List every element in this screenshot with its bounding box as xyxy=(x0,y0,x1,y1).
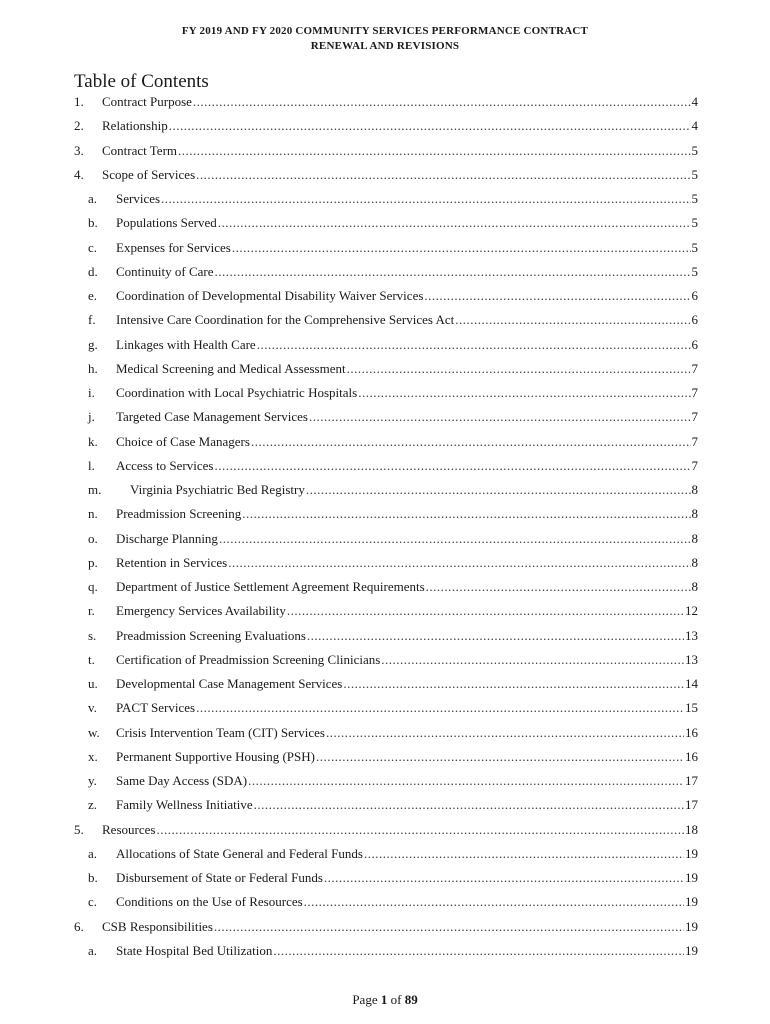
toc-entry-marker: 1. xyxy=(74,94,84,109)
page-footer xyxy=(0,992,770,1008)
toc-dot-leader xyxy=(169,118,691,134)
toc-entry-marker: h. xyxy=(88,360,98,376)
toc-dot-leader xyxy=(215,264,691,280)
toc-entry-label[interactable]: Resources xyxy=(102,821,156,837)
toc-entry-label[interactable]: Scope of Services xyxy=(102,166,196,182)
toc-entry-marker: p. xyxy=(88,554,98,570)
toc-entry-label[interactable]: Department of Justice Settlement Agreement Requirements xyxy=(116,579,425,594)
toc-entry-label[interactable]: Access to Services xyxy=(116,457,214,473)
toc-entry[interactable] xyxy=(88,215,698,231)
toc-dot-leader xyxy=(424,288,690,304)
toc-entry[interactable] xyxy=(74,118,698,134)
toc-entry-page[interactable]: 16 xyxy=(685,724,698,740)
toc-entry-marker: c. xyxy=(88,894,98,910)
toc-entry[interactable] xyxy=(88,603,698,619)
toc-entry-label[interactable]: Targeted Case Management Services xyxy=(116,409,308,425)
toc-entry-page[interactable]: 12 xyxy=(685,603,698,619)
toc-entry-marker: l. xyxy=(88,457,95,473)
toc-entry-label[interactable]: Discharge Planning xyxy=(116,530,218,546)
toc-entry[interactable] xyxy=(88,943,698,959)
toc-entry-page[interactable]: 7 xyxy=(691,409,698,425)
toc-entry-label[interactable]: CSB Responsibilities xyxy=(102,918,213,934)
toc-entry[interactable] xyxy=(74,919,698,935)
toc-dot-leader xyxy=(242,506,690,522)
toc-entry[interactable] xyxy=(88,579,698,595)
toc-entry-page[interactable]: 5 xyxy=(691,166,698,182)
toc-entry-marker: w. xyxy=(88,724,100,740)
toc-entry-page[interactable]: 8 xyxy=(691,530,698,546)
toc-entry-page[interactable]: 5 xyxy=(691,239,698,255)
toc-entry-page[interactable]: 19 xyxy=(685,870,698,885)
footer-middle: of xyxy=(387,992,405,1007)
toc-entry-page[interactable]: 8 xyxy=(691,579,698,594)
toc-entry-label[interactable]: Preadmission Screening xyxy=(116,506,242,522)
toc-entry-marker: o. xyxy=(88,530,98,546)
toc-entry-label[interactable]: Family Wellness Initiative xyxy=(116,797,253,813)
toc-entry[interactable] xyxy=(88,458,698,474)
toc-entry-page[interactable]: 7 xyxy=(691,433,698,449)
toc-dot-leader xyxy=(196,167,690,183)
toc-entry[interactable] xyxy=(74,167,698,183)
toc-entry-marker: d. xyxy=(88,263,98,279)
toc-dot-leader xyxy=(287,603,684,619)
toc-entry[interactable] xyxy=(88,531,698,547)
toc-dot-leader xyxy=(304,894,684,910)
toc-entry-page[interactable]: 6 xyxy=(691,336,698,352)
toc-entry[interactable] xyxy=(88,337,698,353)
toc-dot-leader xyxy=(273,943,684,959)
toc-entry-label[interactable]: Intensive Care Coordination for the Comprehensive Services Act xyxy=(116,312,455,328)
toc-entry-marker: z. xyxy=(88,797,98,813)
toc-entry-marker: b. xyxy=(88,870,98,885)
toc-entry-label[interactable]: Continuity of Care xyxy=(116,263,214,279)
toc-dot-leader xyxy=(232,240,691,256)
toc-entry[interactable] xyxy=(88,409,698,425)
toc-entry-marker: q. xyxy=(88,579,98,594)
toc-entry-page[interactable]: 19 xyxy=(685,845,698,861)
toc-dot-leader xyxy=(364,846,684,862)
toc-entry[interactable] xyxy=(74,94,698,110)
toc-entry-page[interactable]: 6 xyxy=(691,288,698,303)
toc-entry-marker: r. xyxy=(88,603,95,619)
toc-entry-label[interactable]: Developmental Case Management Services xyxy=(116,676,343,691)
toc-dot-leader xyxy=(214,458,690,474)
toc-entry-page[interactable]: 8 xyxy=(691,482,698,497)
toc-dot-leader xyxy=(178,143,690,159)
toc-dot-leader xyxy=(156,822,684,838)
toc-entry[interactable] xyxy=(88,191,698,207)
toc-entry-marker: t. xyxy=(88,651,95,667)
toc-entry-page[interactable]: 4 xyxy=(691,118,698,134)
toc-entry-label[interactable]: Conditions on the Use of Resources xyxy=(116,894,303,910)
toc-dot-leader xyxy=(347,361,691,377)
toc-dot-leader xyxy=(228,555,690,571)
toc-dot-leader xyxy=(309,409,691,425)
toc-entry-page[interactable]: 17 xyxy=(685,773,698,788)
toc-entry-label[interactable]: Linkages with Health Care xyxy=(116,336,256,352)
toc-entry-page[interactable]: 5 xyxy=(691,215,698,231)
toc-entry-page[interactable]: 18 xyxy=(685,821,698,837)
toc-entry-label[interactable]: Preadmission Screening Evaluations xyxy=(116,627,306,643)
toc-entry-marker: 5. xyxy=(74,821,84,837)
toc-dot-leader xyxy=(343,676,684,692)
toc-dot-leader xyxy=(248,773,684,789)
toc-entry-marker: 2. xyxy=(74,118,84,134)
toc-entry-marker: e. xyxy=(88,288,98,303)
toc-entry-marker: 3. xyxy=(74,142,84,158)
footer-total-pages: 89 xyxy=(404,992,418,1007)
toc-entry-label[interactable]: State Hospital Bed Utilization xyxy=(116,942,273,958)
toc-entry-marker: m. xyxy=(88,482,102,497)
toc-entry-marker: c. xyxy=(88,239,98,255)
toc-entry-page[interactable]: 19 xyxy=(685,918,698,934)
toc-entry-page[interactable]: 16 xyxy=(685,748,698,764)
toc-entry-label[interactable]: Medical Screening and Medical Assessment xyxy=(116,360,346,376)
toc-entry[interactable] xyxy=(88,385,698,401)
toc-entry-label[interactable]: Allocations of State General and Federal Funds xyxy=(116,845,363,861)
toc-entry-marker: a. xyxy=(88,942,98,958)
toc-dot-leader xyxy=(214,919,684,935)
toc-dot-leader xyxy=(316,749,684,765)
toc-entry-label[interactable]: Disbursement of State or Federal Funds xyxy=(116,870,323,885)
toc-entry-marker: b. xyxy=(88,215,98,231)
toc-entry-label[interactable]: Choice of Case Managers xyxy=(116,433,250,449)
toc-dot-leader xyxy=(381,652,684,668)
toc-entry-label[interactable]: Expenses for Services xyxy=(116,239,231,255)
toc-entry-label[interactable]: Populations Served xyxy=(116,215,217,231)
toc-dot-leader xyxy=(307,628,684,644)
toc-entry-page[interactable]: 4 xyxy=(691,94,698,109)
toc-entry-marker: i. xyxy=(88,385,95,400)
toc-entry[interactable] xyxy=(88,797,698,813)
toc-entry-label[interactable]: Emergency Services Availability xyxy=(116,603,286,619)
toc-entry[interactable] xyxy=(74,143,698,159)
toc-entry[interactable] xyxy=(88,628,698,644)
toc-entry-marker: g. xyxy=(88,336,98,352)
toc-entry-label[interactable]: Same Day Access (SDA) xyxy=(116,773,248,788)
header-line-1: FY 2019 AND FY 2020 COMMUNITY SERVICES PERFORMANCE CONTRACT xyxy=(181,25,589,37)
toc-entry[interactable] xyxy=(88,555,698,571)
toc-entry-label[interactable]: Virginia Psychiatric Bed Registry xyxy=(130,482,305,497)
toc-dot-leader xyxy=(254,797,684,813)
toc-entry-page[interactable]: 14 xyxy=(685,676,698,691)
toc-entry-page[interactable]: 13 xyxy=(685,627,698,643)
toc-entry-marker: x. xyxy=(88,748,98,764)
toc-entry-label[interactable]: Permanent Supportive Housing (PSH) xyxy=(116,748,315,764)
toc-entry[interactable] xyxy=(88,773,698,789)
toc-entry[interactable] xyxy=(88,506,698,522)
toc-entry-page[interactable]: 8 xyxy=(691,506,698,522)
toc-dot-leader xyxy=(196,700,684,716)
toc-entry-marker: f. xyxy=(88,312,96,328)
toc-entry-page[interactable]: 13 xyxy=(685,651,698,667)
toc-entry[interactable] xyxy=(88,434,698,450)
toc-entry-page[interactable]: 19 xyxy=(685,894,698,910)
toc-entry-label[interactable]: Relationship xyxy=(102,118,168,134)
toc-entry-marker: a. xyxy=(88,845,98,861)
toc-entry[interactable] xyxy=(88,749,698,765)
toc-entry-marker: v. xyxy=(88,700,97,716)
toc-entry-marker: 4. xyxy=(74,166,84,182)
toc-entry[interactable] xyxy=(88,482,698,498)
toc-dot-leader xyxy=(251,434,691,450)
toc-dot-leader xyxy=(326,725,684,741)
toc-entry[interactable] xyxy=(74,822,698,838)
toc-entry-marker: k. xyxy=(88,433,98,449)
toc-entry-page[interactable]: 8 xyxy=(691,554,698,570)
toc-entry-label[interactable]: Contract Term xyxy=(102,142,178,158)
toc-entry[interactable] xyxy=(88,700,698,716)
toc-entry-marker: a. xyxy=(88,191,98,206)
toc-entry-page[interactable]: 19 xyxy=(685,942,698,958)
toc-dot-leader xyxy=(218,215,691,231)
toc-dot-leader xyxy=(219,531,691,547)
footer-prefix: Page xyxy=(352,992,381,1007)
toc-entry-page[interactable]: 7 xyxy=(691,385,698,400)
toc-entry[interactable] xyxy=(88,361,698,377)
toc-entry[interactable] xyxy=(88,240,698,256)
toc-entry-page[interactable]: 5 xyxy=(691,191,698,206)
toc-dot-leader xyxy=(161,191,690,207)
toc-entry-page[interactable]: 7 xyxy=(691,360,698,376)
toc-dot-leader xyxy=(324,870,684,886)
toc-entry-marker: y. xyxy=(88,773,97,788)
header-line-2: RENEWAL AND REVISIONS xyxy=(310,40,460,52)
document-header xyxy=(0,24,770,54)
toc-entry-page[interactable]: 5 xyxy=(691,142,698,158)
toc-dot-leader xyxy=(306,482,691,498)
toc-dot-leader xyxy=(358,385,690,401)
toc-entry[interactable] xyxy=(88,652,698,668)
toc-entry[interactable] xyxy=(88,264,698,280)
toc-dot-leader xyxy=(426,579,691,595)
toc-entry-marker: u. xyxy=(88,676,98,691)
toc-entry[interactable] xyxy=(88,312,698,328)
toc-entry-marker: 6. xyxy=(74,918,84,934)
toc-entry-page[interactable]: 17 xyxy=(685,797,698,813)
toc-entry-label[interactable]: Contract Purpose xyxy=(102,94,192,109)
footer-current-page: 1 xyxy=(380,992,388,1007)
toc-entry-label[interactable]: Certification of Preadmission Screening Clinicians xyxy=(116,651,381,667)
toc-entry-marker: s. xyxy=(88,627,97,643)
toc-entry-page[interactable]: 7 xyxy=(691,457,698,473)
toc-entry[interactable] xyxy=(88,894,698,910)
toc-entry[interactable] xyxy=(88,846,698,862)
toc-dot-leader xyxy=(455,312,690,328)
toc-entry-label[interactable]: Coordination of Developmental Disability Waiver Services xyxy=(116,288,424,303)
toc-entry-label[interactable]: PACT Services xyxy=(116,700,196,716)
toc-entry-page[interactable]: 15 xyxy=(685,700,698,716)
toc-entry-marker: j. xyxy=(88,409,95,425)
toc-entry[interactable] xyxy=(88,725,698,741)
toc-entry-label[interactable]: Coordination with Local Psychiatric Hospitals xyxy=(116,385,358,400)
toc-dot-leader xyxy=(257,337,691,353)
toc-entry-label[interactable]: Services xyxy=(116,191,161,206)
toc-entry-page[interactable]: 6 xyxy=(691,312,698,328)
toc-entry[interactable] xyxy=(88,288,698,304)
toc-entry-label[interactable]: Retention in Services xyxy=(116,554,228,570)
toc-title: Table of Contents xyxy=(74,71,209,92)
toc-dot-leader xyxy=(193,94,691,110)
toc-entry[interactable] xyxy=(88,870,698,886)
toc-entry[interactable] xyxy=(88,676,698,692)
toc-entry-page[interactable]: 5 xyxy=(691,263,698,279)
toc-entry-marker: n. xyxy=(88,506,98,522)
toc-entry-label[interactable]: Crisis Intervention Team (CIT) Services xyxy=(116,724,325,740)
